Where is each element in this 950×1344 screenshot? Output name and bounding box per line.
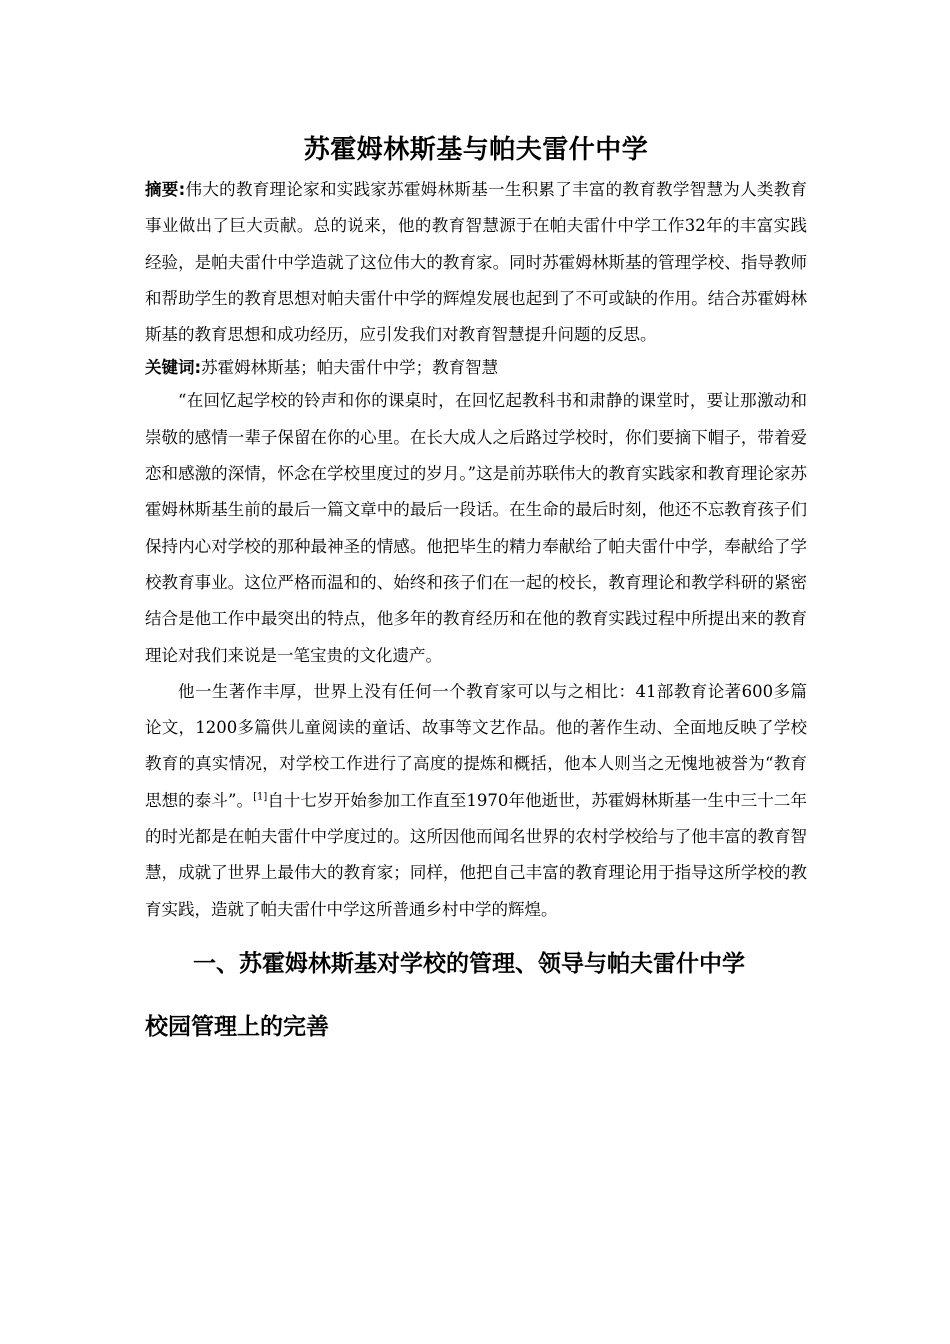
paragraph-2-text-after: 自十七岁开始参加工作直至1970年他逝世，苏霍姆林斯基一生中三十二年的时光都是在帕夫雷什中学度过的。这所因他而闻名世界的农村学校给与了他丰富的教育智慧，成就了世界上最伟大的教育家；同样，他把自己丰富的教育理论用于指导这所学校的教育实践，造就了帕夫雷什中学这所普通乡村中学的辉煌。: [145, 790, 807, 919]
body-paragraph-1: “在回忆起学校的铃声和你的课桌时，在回忆起教科书和肃静的课堂时，要让那激动和崇敬的感情一辈子保留在你的心里。在长大成人之后路过学校时，你们要摘下帽子，带着爱恋和感激的深情，怀念在学校里度过的岁月。”这是前苏联伟大的教育实践家和教育理论家苏霍姆林斯基生前的最后一篇文章中的最后一段话。在生命的最后时刻，他还不忘教育孩子们保持内心对学校的那种最神圣的情感。他把毕生的精力奉献给了帕夫雷什中学，奉献给了学校教育事业。这位严格而温和的、始终和孩子们在一起的校长，教育理论和教学科研的紧密结合是他工作中最突出的特点，他多年的教育经历和在他的教育实践过程中所提出来的教育理论对我们来说是一笔宝贵的文化遗产。: [145, 391, 807, 665]
document-page: [145, 128, 807, 1047]
document-title: 苏霍姆林斯基与帕夫雷什中学: [303, 135, 649, 165]
keywords-text: 苏霍姆林斯基；帕夫雷什中学；教育智慧: [201, 358, 499, 378]
paragraph-2-text-before: 他一生著作丰厚，世界上没有任何一个教育家可以与之相比：41部教育论著600多篇论文，1200多篇供儿童阅读的童话、故事等文艺作品。他的著作生动、全面地反映了学校教育的真实情况，对学校工作进行了高度的提炼和概括，他本人则当之无愧地被誉为“教育思想的泰斗”。: [145, 681, 807, 810]
body-paragraph-2: [145, 674, 807, 928]
abstract-label: 摘要:: [145, 180, 186, 199]
keywords-line: [145, 353, 807, 383]
section-subheading: 校园管理上的完善: [145, 1013, 329, 1040]
abstract-paragraph: [145, 172, 807, 353]
section-heading: 一、苏霍姆林斯基对学校的管理、领导与帕夫雷什中学: [193, 950, 745, 977]
abstract-text: 伟大的教育理论家和实践家苏霍姆林斯基一生积累了丰富的教育教学智慧为人类教育事业做出了巨大贡献。总的说来，他的教育智慧源于在帕夫雷什中学工作32年的丰富实践经验，是帕夫雷什中学造就了这位伟大的教育家。同时苏霍姆林斯基的管理学校、指导教师和帮助学生的教育思想对帕夫雷什中学的辉煌发展也起到了不可或缺的作用。结合苏霍姆林斯基的教育思想和成功经历，应引发我们对教育智慧提升问题的反思。: [145, 180, 807, 345]
citation-marker: [1]: [253, 791, 268, 803]
keywords-label: 关键词:: [145, 358, 202, 378]
